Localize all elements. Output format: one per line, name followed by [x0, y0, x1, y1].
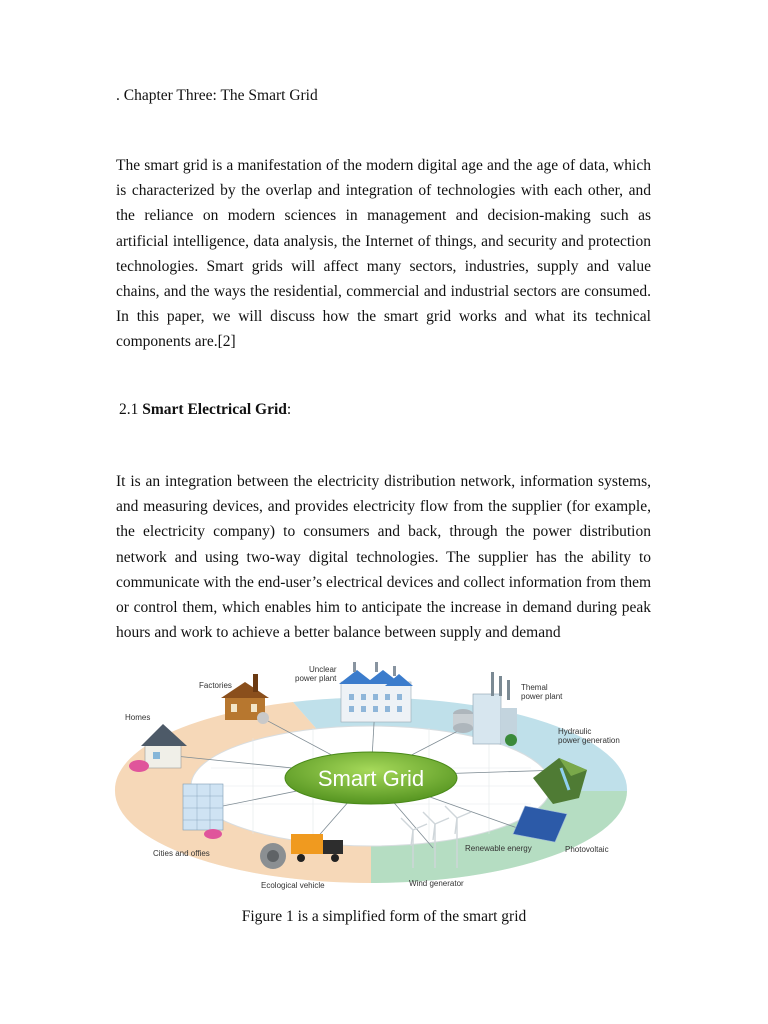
nuclear-plant-icon [339, 662, 413, 722]
label-vehicle: Ecological vehicle [261, 881, 325, 890]
label-hydro-line2: power generation [558, 736, 620, 745]
intro-paragraph: The smart grid is a manifestation of the modern digital age and the age of data, which is characterized by the overlap and integration of technologies with each other, and the reliance on modern sciences in management and decision-making such as artificial intelligence, data analysis, the Internet of things, and security and protection technologies. Smart grids will affect many sectors, industries, supply and value chains, and the ways the residential, commercial and industrial sectors are consumed. In this paper, we will discuss how the smart grid works and what its technical components are.[2] [116, 157, 651, 351]
label-wind: Wind generator [409, 879, 464, 888]
figure-caption: Figure 1 is a simplified form of the smart grid [241, 908, 527, 925]
smart-grid-figure [113, 658, 633, 894]
section-title: Smart Electrical Grid [142, 401, 287, 418]
section-heading [119, 401, 291, 419]
section-number: 2.1 [119, 401, 139, 418]
label-thermal-line1: Themal [521, 683, 548, 692]
label-homes: Homes [125, 713, 151, 722]
section-suffix: : [286, 401, 292, 418]
section-paragraph: It is an integration between the electricity distribution network, information systems, and measuring devices, and provides electricity flow from the supplier (for example, the electricity company) to consumers and back, through the power distribution network and using two-way digital technologies. The supplier has the ability to communicate with the end-user’s electrical devices and collect information from them or control them, which enables him to anticipate the increase in demand during peak hours and work to achieve a better balance between supply and demand [116, 473, 651, 642]
chapter-title: . Chapter Three: The Smart Grid [116, 87, 318, 104]
smart-grid-diagram [113, 658, 633, 894]
label-thermal-line2: power plant [521, 692, 563, 701]
smart-grid-center-label: Smart Grid [317, 766, 425, 791]
label-nuclear-line2: power plant [295, 674, 337, 683]
label-renewable: Renewable energy [465, 844, 532, 853]
label-cities: Cities and offies [153, 849, 210, 858]
label-hydro-line1: Hydraulic [558, 727, 592, 736]
label-factories: Factories [199, 681, 232, 690]
label-photovoltaic: Photovoltaic [565, 845, 609, 854]
label-nuclear-line1: Unclear [309, 665, 337, 674]
